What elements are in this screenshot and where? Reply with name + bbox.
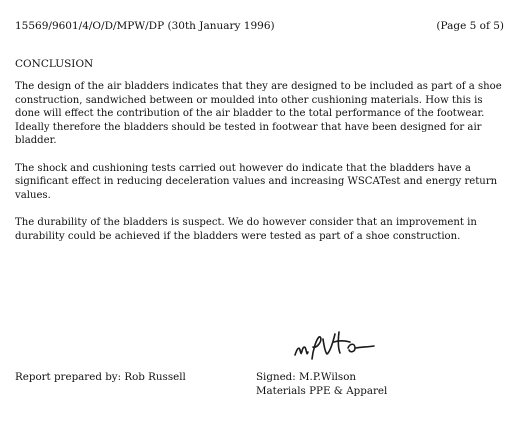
section-heading: CONCLUSION bbox=[15, 58, 94, 70]
handwritten-signature-icon bbox=[292, 328, 384, 362]
page-number: (Page 5 of 5) bbox=[436, 20, 504, 32]
report-prepared-by: Report prepared by: Rob Russell bbox=[15, 371, 186, 383]
paragraph-design: The design of the air bladders indicates that they are designed to be included as part of a shoe construction, sandwiched between or moulded into other cushioning materials. How this is done will effect the contribution of the air bladder to the total performance of the footwear. Ideally therefore the bladders should be tested in footwear that have been designed for air bladder. bbox=[15, 81, 502, 146]
conclusion-body bbox=[15, 80, 507, 257]
paragraph-durability: The durability of the bladders is suspect. We do however consider that an improvement in durability could be achieved if the bladders were tested as part of a shoe construction. bbox=[15, 217, 477, 242]
document-reference: 15569/9601/4/O/D/MPW/DP (30th January 1996) bbox=[15, 20, 275, 32]
department: Materials PPE & Apparel bbox=[256, 385, 388, 397]
paragraph-shock-tests: The shock and cushioning tests carried out however do indicate that the bladders have a significant effect in reducing deceleration values and increasing WSCATest and energy return values. bbox=[15, 162, 498, 201]
signed-by: Signed: M.P.Wilson bbox=[256, 371, 357, 383]
signatory-block bbox=[256, 370, 387, 398]
